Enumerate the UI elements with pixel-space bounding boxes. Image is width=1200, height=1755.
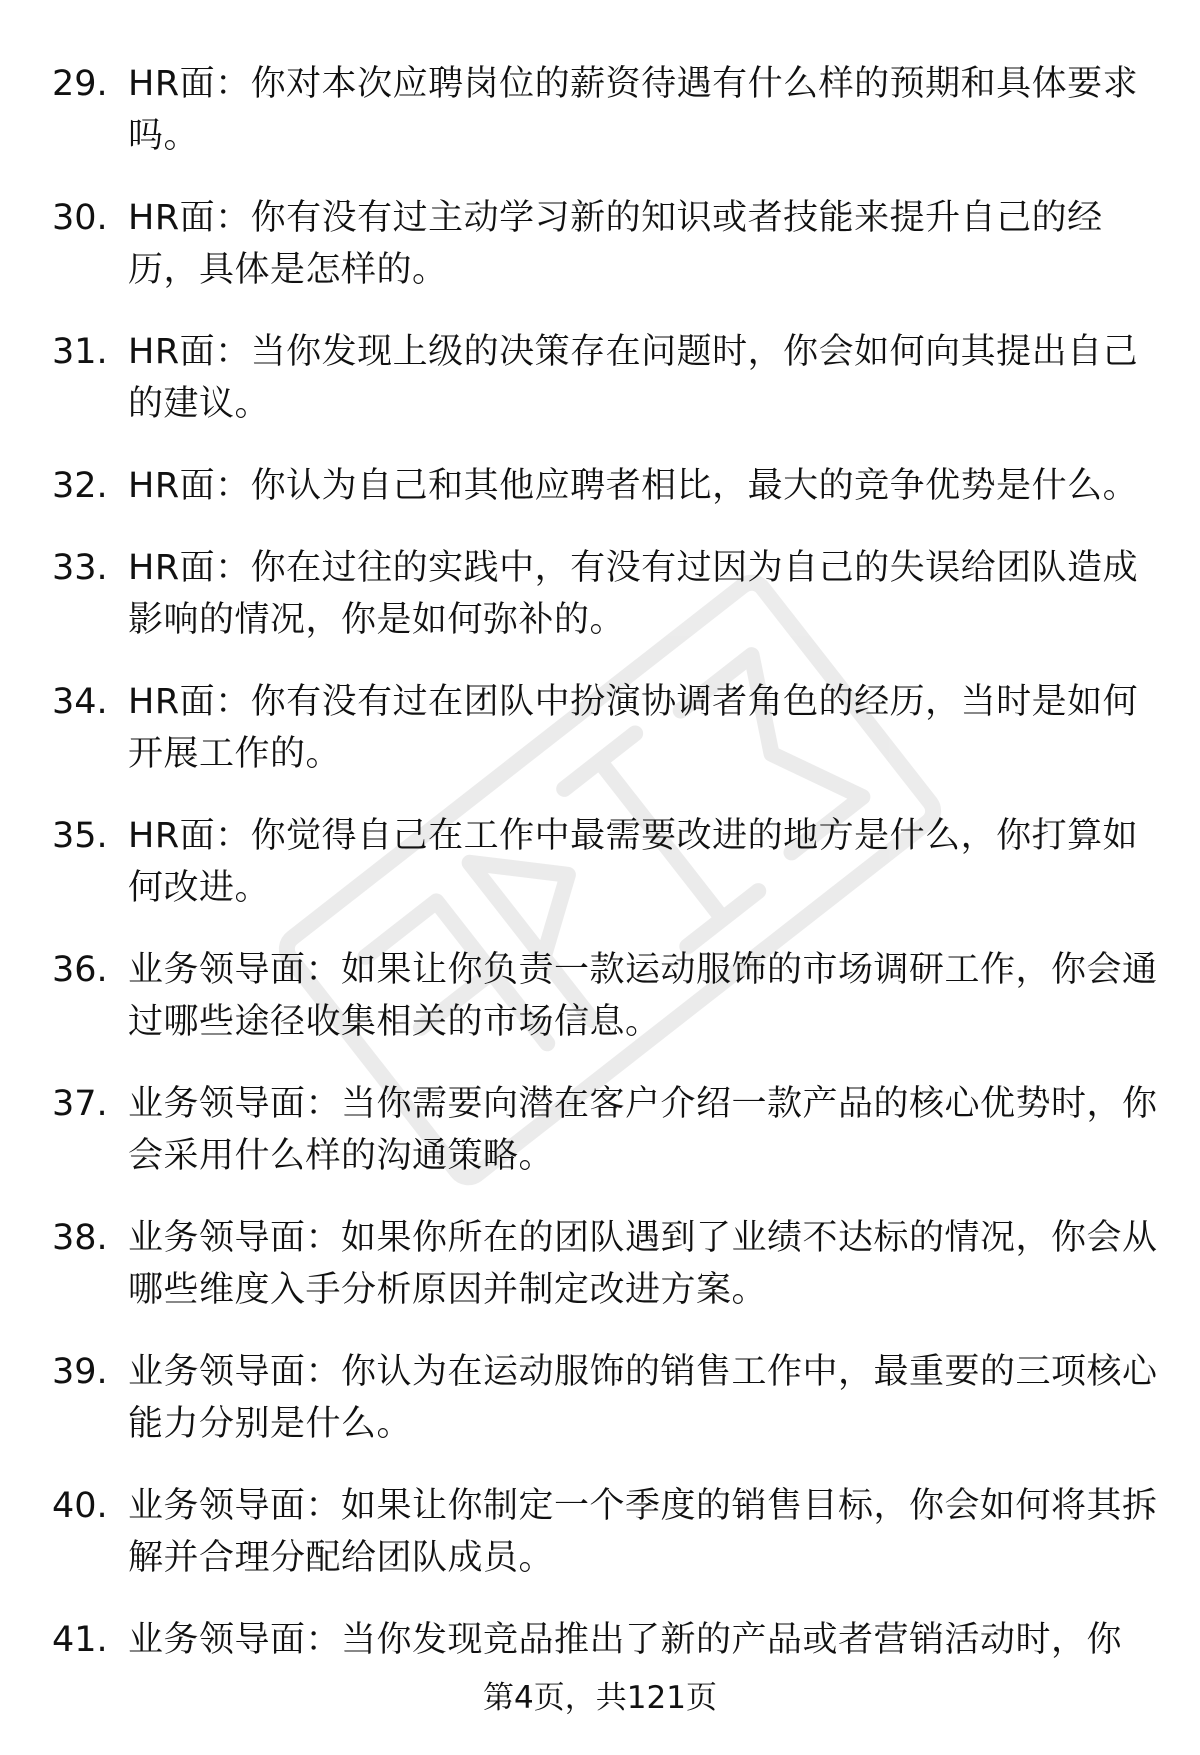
question-number: 41. [52,1620,108,1660]
question-list [0,58,1200,1696]
list-item [0,1346,1200,1480]
list-item [0,1212,1200,1346]
question-number: 33. [52,548,108,588]
list-item [0,1480,1200,1614]
list-item [0,542,1200,676]
list-item [0,58,1200,192]
question-number: 34. [52,682,108,722]
question-text: 业务领导面：如果你所在的团队遇到了业绩不达标的情况，你会从哪些维度入手分析原因并制定改进方案。 [128,1218,1158,1310]
question-text: HR面：你有没有过主动学习新的知识或者技能来提升自己的经历，具体是怎样的。 [128,198,1103,290]
question-text: 业务领导面：当你需要向潜在客户介绍一款产品的核心优势时，你会采用什么样的沟通策略。 [128,1084,1158,1176]
question-number: 30. [52,198,108,238]
question-text: HR面：你觉得自己在工作中最需要改进的地方是什么，你打算如何改进。 [128,816,1139,908]
question-text: HR面：你有没有过在团队中扮演协调者角色的经历，当时是如何开展工作的。 [128,682,1139,774]
question-number: 38. [52,1218,108,1258]
page-footer: 第4页，共121页 [483,1680,717,1716]
question-text: HR面：你在过往的实践中，有没有过因为自己的失误给团队造成影响的情况，你是如何弥补的。 [128,548,1139,640]
question-text: HR面：你对本次应聘岗位的薪资待遇有什么样的预期和具体要求吗。 [128,64,1139,156]
question-text: 业务领导面：当你发现竞品推出了新的产品或者营销活动时，你 [128,1620,1123,1660]
question-number: 31. [52,332,108,372]
question-text: HR面：当你发现上级的决策存在问题时，你会如何向其提出自己的建议。 [128,332,1139,424]
list-item [0,810,1200,944]
list-item [0,460,1200,542]
list-item [0,1078,1200,1212]
question-number: 40. [52,1486,108,1526]
question-number: 35. [52,816,108,856]
question-number: 29. [52,64,108,104]
question-text: 业务领导面：如果让你负责一款运动服饰的市场调研工作，你会通过哪些途径收集相关的市场信息。 [128,950,1158,1042]
question-number: 37. [52,1084,108,1124]
list-item [0,944,1200,1078]
question-number: 32. [52,466,108,506]
question-text: 业务领导面：你认为在运动服饰的销售工作中，最重要的三项核心能力分别是什么。 [128,1352,1158,1444]
question-number: 39. [52,1352,108,1392]
list-item [0,326,1200,460]
question-text: HR面：你认为自己和其他应聘者相比，最大的竞争优势是什么。 [128,466,1139,506]
list-item [0,676,1200,810]
list-item [0,192,1200,326]
question-number: 36. [52,950,108,990]
question-text: 业务领导面：如果让你制定一个季度的销售目标，你会如何将其拆解并合理分配给团队成员。 [128,1486,1158,1578]
